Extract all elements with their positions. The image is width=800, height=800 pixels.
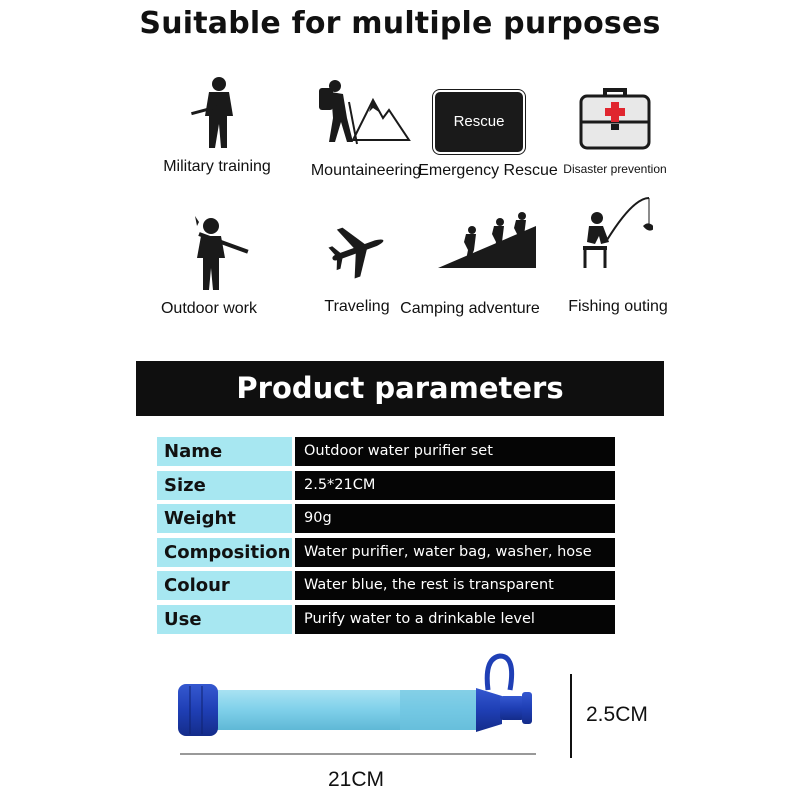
purpose-label: Camping adventure — [400, 300, 540, 317]
hiker-icon — [291, 72, 411, 152]
parameter-name: Colour — [157, 571, 292, 600]
page-title: Suitable for multiple purposes — [139, 6, 661, 41]
airplane-icon — [327, 220, 387, 280]
parameter-name: Composition — [157, 538, 292, 567]
parameter-value: Purify water to a drinkable level — [295, 605, 615, 634]
purpose-label: Military training — [163, 158, 271, 175]
purpose-label: Fishing outing — [568, 298, 668, 315]
purpose-emergency-rescue — [408, 92, 558, 179]
climbers-icon — [426, 212, 536, 274]
length-label: 21CM — [328, 768, 385, 791]
parameter-value: Water blue, the rest is transparent — [295, 571, 615, 600]
purpose-label: Emergency Rescue — [418, 162, 558, 179]
purpose-label: Outdoor work — [160, 300, 258, 317]
parameter-row-composition — [157, 538, 615, 567]
parameter-value: 2.5*21CM — [295, 471, 615, 500]
purpose-fishing-outing — [538, 196, 688, 315]
rescue-sign-text: Rescue — [453, 113, 505, 130]
parameter-row-name — [157, 437, 615, 466]
purpose-label: Mountaineering — [310, 162, 422, 179]
parameter-row-colour — [157, 571, 615, 600]
parameter-name: Size — [157, 471, 292, 500]
parameter-value: 90g — [295, 504, 615, 533]
parameter-value: Water purifier, water bag, washer, hose — [295, 538, 615, 567]
worker-icon — [169, 212, 249, 292]
parameter-name: Use — [157, 605, 292, 634]
parameter-row-size — [157, 471, 615, 500]
soldier-icon — [177, 72, 257, 152]
diameter-label: 2.5CM — [586, 703, 648, 726]
rescue-sign-icon — [435, 92, 523, 152]
parameters-heading: Product parameters — [136, 361, 664, 416]
parameter-name: Name — [157, 437, 292, 466]
fisherman-icon — [573, 196, 653, 276]
purpose-camping-adventure — [400, 212, 556, 317]
purpose-mountaineering — [276, 72, 426, 179]
parameter-name: Weight — [157, 504, 292, 533]
water-purifier-image — [150, 650, 570, 765]
purpose-outdoor-work — [134, 212, 284, 317]
parameter-row-use — [157, 605, 615, 634]
parameter-row-weight — [157, 504, 615, 533]
purpose-label: Disaster prevention — [563, 162, 667, 176]
first-aid-kit-icon — [575, 84, 655, 154]
purpose-label: Traveling — [324, 298, 390, 315]
diameter-marker-line — [570, 674, 572, 758]
purpose-military-training — [142, 72, 292, 175]
purpose-disaster-prevention — [540, 84, 690, 176]
parameter-value: Outdoor water purifier set — [295, 437, 615, 466]
